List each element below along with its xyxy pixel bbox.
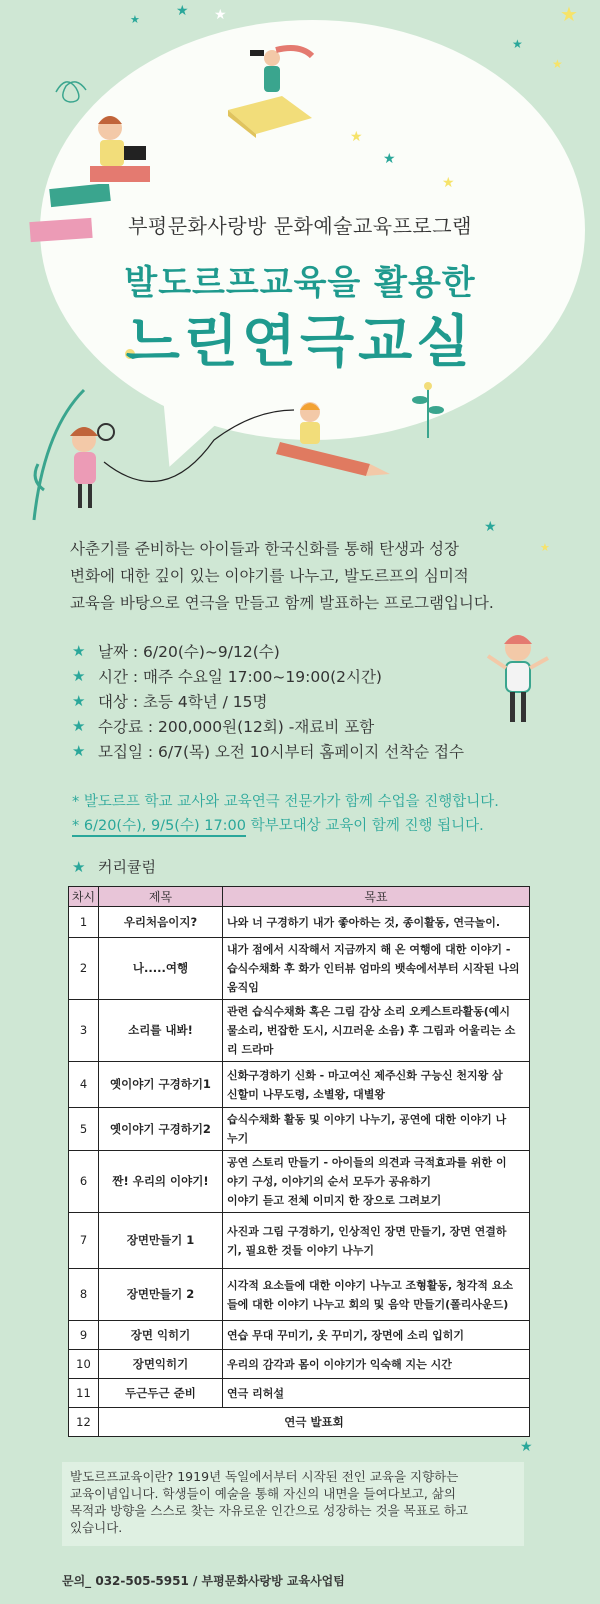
session-goal <box>223 1269 530 1321</box>
session-number: 12 <box>69 1408 99 1437</box>
session-topic: 두근두근 준비 <box>99 1379 223 1408</box>
info-text: 날짜 : 6/20(수)~9/12(수) <box>98 642 280 661</box>
table-row <box>69 1108 530 1151</box>
session-topic: 짠! 우리의 이야기! <box>99 1151 223 1213</box>
session-goal <box>223 1151 530 1213</box>
table-row <box>69 1350 530 1379</box>
program-subtitle: 발도르프교육을 활용한 <box>124 263 476 303</box>
intro-line: 교육을 바탕으로 연극을 만들고 함께 발표하는 프로그램입니다. <box>70 594 494 612</box>
goal-line: 사진과 그림 구경하기, 인상적인 장면 만들기, 장면 연결하 <box>227 1224 507 1238</box>
header-cell: 목표 <box>223 887 530 907</box>
contact-info: 문의_ 032-505-5951 / 부평문화사랑방 교육사업팀 <box>62 1574 345 1588</box>
table-row <box>69 938 530 1000</box>
star-icon: ★ <box>72 857 86 876</box>
star-icon: ★ <box>72 691 86 710</box>
session-number: 3 <box>69 1000 99 1062</box>
session-goal <box>223 1379 530 1408</box>
intro-text <box>70 536 550 617</box>
info-text: 모집일 : 6/7(목) 오전 10시부터 홈페이지 선착순 접수 <box>98 742 464 761</box>
note-line <box>72 814 552 838</box>
goal-line: 리 드라마 <box>227 1043 274 1056</box>
curriculum-table <box>68 886 530 1437</box>
goal-line: 이야기 듣고 전체 이미지 한 장으로 그려보기 <box>227 1194 442 1207</box>
note-line: * 발도르프 학교 교사와 교육연극 전문가가 함께 수업을 진행합니다. <box>72 794 499 810</box>
goal-line: 우리의 감각과 몸이 이야기가 익숙해 지는 시간 <box>227 1357 452 1371</box>
goal-line: 연습 무대 꾸미기, 옷 꾸미기, 장면에 소리 입히기 <box>227 1328 465 1342</box>
session-topic: 장면만들기 2 <box>99 1269 223 1321</box>
session-goal <box>223 1321 530 1350</box>
session-goal <box>223 938 530 1000</box>
notes <box>72 790 552 838</box>
star-icon: ★ <box>442 175 455 191</box>
goal-line: 나와 너 구경하기 내가 좋아하는 것, 종이활동, 연극놀이. <box>227 915 501 929</box>
session-goal <box>223 1213 530 1269</box>
table-body <box>69 907 530 1437</box>
final-performance: 연극 발표회 <box>99 1408 530 1437</box>
table-row <box>69 1379 530 1408</box>
boy-with-laptop-illustration <box>80 100 160 190</box>
star-icon: ★ <box>520 1439 533 1455</box>
session-topic: 옛이야기 구경하기1 <box>99 1062 223 1108</box>
header-cell: 차시 <box>69 887 99 907</box>
note-rest: 학부모대상 교육이 함께 진행 됩니다. <box>246 818 484 834</box>
star-icon: ★ <box>560 2 578 26</box>
table-row <box>69 1321 530 1350</box>
star-icon: ★ <box>512 37 523 51</box>
star-icon: ★ <box>383 151 396 167</box>
star-icon: ★ <box>130 13 140 26</box>
session-number: 1 <box>69 907 99 938</box>
session-number: 4 <box>69 1062 99 1108</box>
goal-line: 시각적 요소들에 대한 이야기 나누고 조형활동, 청각적 요소 <box>227 1278 514 1292</box>
star-icon: ★ <box>72 641 86 660</box>
info-item-target <box>72 688 502 713</box>
header-cell: 제목 <box>99 887 223 907</box>
goal-line: 움직임 <box>227 981 259 994</box>
program-title: 느린연극교실 <box>125 310 475 375</box>
session-number: 5 <box>69 1108 99 1151</box>
info-text: 수강료 : 200,000원(12회) -재료비 포함 <box>98 717 375 736</box>
session-topic: 옛이야기 구경하기2 <box>99 1108 223 1151</box>
table-row-final <box>69 1408 530 1437</box>
boy-on-pencil-illustration <box>270 392 400 492</box>
session-number: 6 <box>69 1151 99 1213</box>
goal-line: 내가 점에서 시작해서 지금까지 해 온 여행에 대한 이야기 - <box>227 943 511 956</box>
info-text: 대상 : 초등 4학년 / 15명 <box>98 692 268 711</box>
star-icon: ★ <box>176 3 189 19</box>
star-icon: ★ <box>72 666 86 685</box>
session-topic: 장면익히기 <box>99 1350 223 1379</box>
goal-line: 습식수채화 활동 및 이야기 나누기, 공연에 대한 이야기 나 <box>227 1113 507 1126</box>
scribble-icon <box>50 72 94 112</box>
star-icon: ★ <box>552 57 563 71</box>
table-header-row <box>69 887 530 907</box>
about-line: 교육이념입니다. 학생들이 예술을 통해 자신의 내면을 들여다보고, 삶의 <box>70 1486 456 1501</box>
org-title: 부평문화사랑방 문화예술교육프로그램 <box>128 214 472 238</box>
star-icon: ★ <box>72 716 86 735</box>
session-topic: 나.....여행 <box>99 938 223 1000</box>
plant-illustration <box>408 378 448 438</box>
curriculum-heading <box>72 856 156 877</box>
intro-line: 사춘기를 준비하는 아이들과 한국신화를 통해 탄생과 성장 <box>70 540 459 558</box>
table-row <box>69 1269 530 1321</box>
goal-line: 누기 <box>227 1132 249 1145</box>
session-number: 11 <box>69 1379 99 1408</box>
goal-line: 야기 구성, 이야기의 순서 모두가 공유하기 <box>227 1175 431 1188</box>
session-goal <box>223 1000 530 1062</box>
goal-line: 공연 스토리 만들기 - 아이들의 의견과 극적효과를 위한 이 <box>227 1156 507 1169</box>
note-highlight: * 6/20(수), 9/5(수) 17:00 <box>72 818 246 837</box>
session-goal <box>223 907 530 938</box>
session-topic: 장면 익히기 <box>99 1321 223 1350</box>
star-icon: ★ <box>540 541 550 554</box>
session-number: 2 <box>69 938 99 1000</box>
session-goal <box>223 1108 530 1151</box>
session-number: 10 <box>69 1350 99 1379</box>
girl-on-book-illustration <box>220 30 330 140</box>
about-waldorf <box>62 1462 524 1546</box>
goal-line: 신화구경하기 신화 - 마고여신 제주신화 구능신 천지왕 삼 <box>227 1068 503 1082</box>
session-number: 9 <box>69 1321 99 1350</box>
session-topic: 우리처음이지? <box>99 907 223 938</box>
goal-line: 습식수채화 후 화가 인터뷰 엄마의 뱃속에서부터 시작된 나의 <box>227 962 520 975</box>
info-item-time <box>72 663 502 688</box>
star-icon: ★ <box>214 7 227 23</box>
star-icon: ★ <box>484 519 497 535</box>
table-row <box>69 1213 530 1269</box>
session-topic: 장면만들기 1 <box>99 1213 223 1269</box>
table-row <box>69 907 530 938</box>
session-number: 7 <box>69 1213 99 1269</box>
table-row <box>69 1000 530 1062</box>
goal-line: 관련 습식수채화 혹은 그림 감상 소리 오케스트라활동(예시 <box>227 1005 511 1018</box>
session-goal <box>223 1350 530 1379</box>
goal-line: 물소리, 번잡한 도시, 시끄러운 소음) 후 그림과 어울리는 소 <box>227 1024 516 1037</box>
session-number: 8 <box>69 1269 99 1321</box>
curriculum-title: 커리큘럼 <box>98 858 156 876</box>
info-list <box>72 638 502 763</box>
goal-line: 들에 대한 이야기 나누고 회의 및 음악 만들기(폴리사운드) <box>227 1297 509 1311</box>
about-line: 발도르프교육이란? 1919년 독일에서부터 시작된 전인 교육을 지향하는 <box>70 1469 459 1484</box>
goal-line: 기, 필요한 것들 이야기 나누기 <box>227 1243 375 1257</box>
about-line: 있습니다. <box>70 1520 123 1535</box>
info-item-recruit <box>72 738 502 763</box>
about-line: 목적과 방향을 스스로 찾는 자유로운 인간으로 성장하는 것을 목표로 하고 <box>70 1503 469 1518</box>
star-icon: ★ <box>72 741 86 760</box>
star-icon: ★ <box>350 129 363 145</box>
table-row <box>69 1151 530 1213</box>
session-topic: 소리를 내봐! <box>99 1000 223 1062</box>
info-item-date <box>72 638 502 663</box>
intro-line: 변화에 대한 깊이 있는 이야기를 나누고, 발도르프의 심미적 <box>70 567 469 585</box>
goal-line: 신할미 나무도령, 소별왕, 대별왕 <box>227 1087 385 1101</box>
table-row <box>69 1062 530 1108</box>
session-goal <box>223 1062 530 1108</box>
info-item-fee <box>72 713 502 738</box>
goal-line: 연극 리허설 <box>227 1386 284 1400</box>
info-text: 시간 : 매주 수요일 17:00~19:00(2시간) <box>98 667 382 686</box>
